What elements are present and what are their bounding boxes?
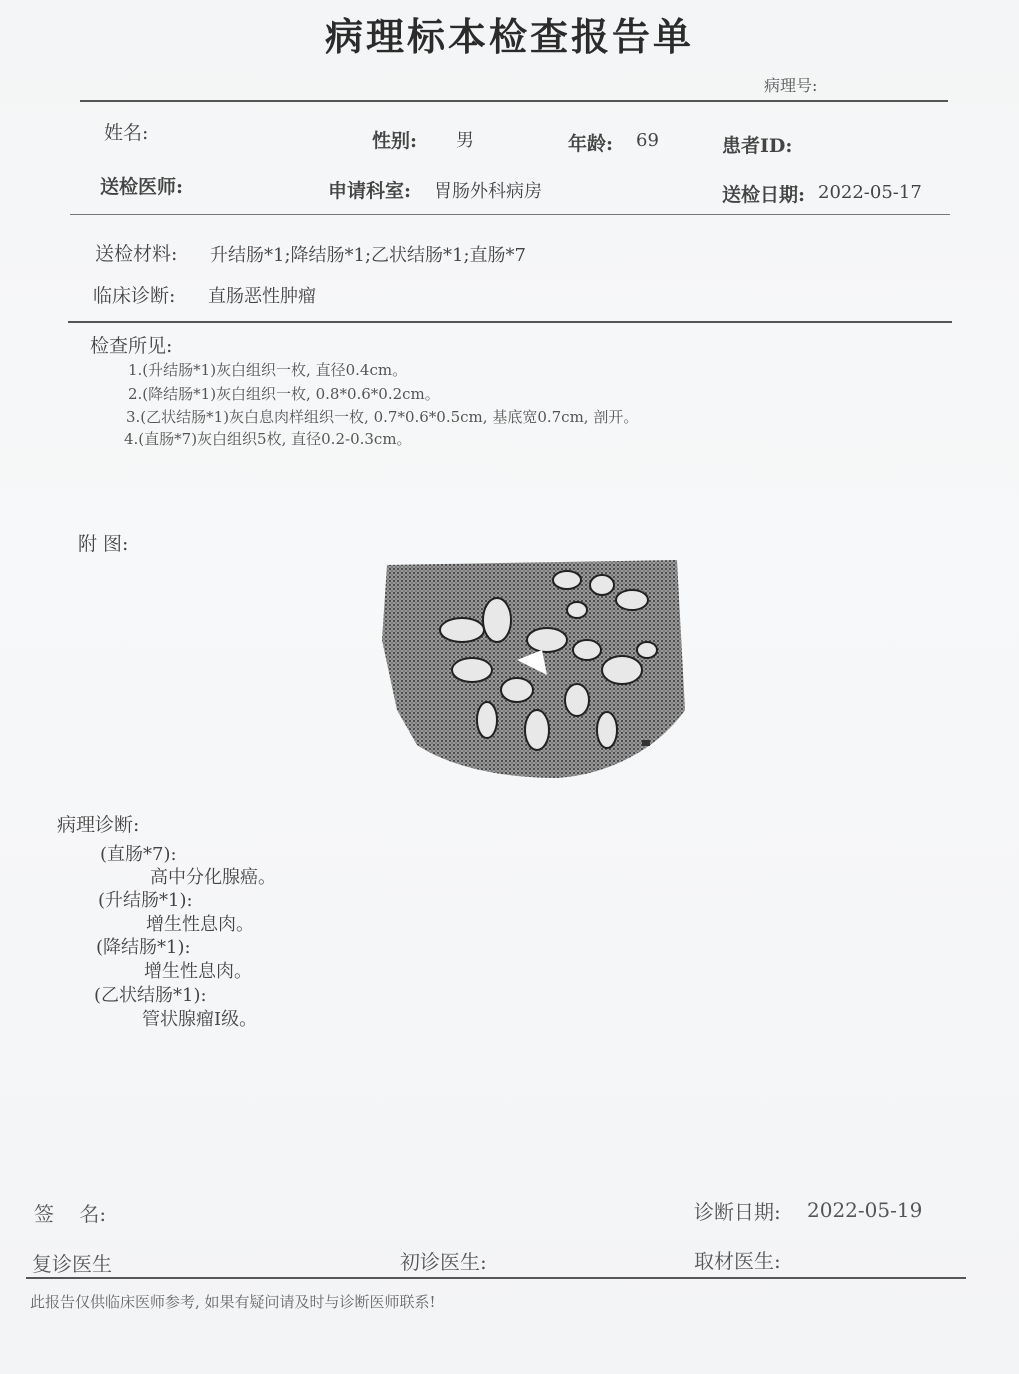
material-value: 升结肠*1;降结肠*1;乙状结肠*1;直肠*7 <box>210 245 527 266</box>
diagnosis-result: 管状腺瘤Ⅰ级。 <box>142 1009 258 1030</box>
diagnosis-result: 增生性息肉。 <box>146 914 254 935</box>
divider <box>26 1277 966 1279</box>
diagnosis-site: (升结肠*1): <box>98 890 193 911</box>
diagnosis-date-label: 诊断日期: <box>694 1200 781 1224</box>
finding-item: 2.(降结肠*1)灰白组织一枚, 0.8*0.6*0.2cm。 <box>128 385 440 403</box>
age-value: 69 <box>636 130 659 151</box>
clinical-diagnosis-label: 临床诊断: <box>93 285 176 307</box>
finding-item: 1.(升结肠*1)灰白组织一枚, 直径0.4cm。 <box>128 361 408 379</box>
divider <box>68 321 952 323</box>
sampling-doctor-label: 取材医生: <box>694 1249 781 1273</box>
diagnosis-result: 增生性息肉。 <box>144 961 252 982</box>
name-label: 姓名: <box>104 122 149 144</box>
send-date-value: 2022-05-17 <box>818 182 922 203</box>
send-date-label: 送检日期: <box>722 184 806 206</box>
material-label: 送检材料: <box>95 243 178 265</box>
report-title: 病理标本检查报告单 <box>324 14 694 59</box>
dept-label: 申请科室: <box>328 180 412 202</box>
diagnosis-label: 病理诊断: <box>57 814 140 836</box>
finding-item: 4.(直肠*7)灰白组织5枚, 直径0.2-0.3cm。 <box>124 430 412 448</box>
diagnosis-result: 高中分化腺癌。 <box>150 867 276 888</box>
divider <box>70 214 950 215</box>
clinical-diagnosis-value: 直肠恶性肿瘤 <box>208 286 316 307</box>
sex-value: 男 <box>456 130 474 151</box>
findings-label: 检查所见: <box>90 335 173 357</box>
diagnosis-date-value: 2022-05-19 <box>807 1198 923 1222</box>
dept-value: 胃肠外科病房 <box>434 181 542 202</box>
divider <box>80 100 948 102</box>
doctor-label: 送检医师: <box>100 176 184 198</box>
finding-item: 3.(乙状结肠*1)灰白息肉样组织一枚, 0.7*0.6*0.5cm, 基底宽0.7cm, 剖开。 <box>126 408 639 426</box>
diagnosis-site: (乙状结肠*1): <box>94 985 207 1006</box>
first-doctor-label: 初诊医生: <box>400 1250 487 1274</box>
diagnosis-site: (直肠*7): <box>100 844 177 865</box>
review-doctor-label: 复诊医生 <box>32 1252 112 1276</box>
age-label: 年龄: <box>568 133 614 155</box>
patient-id-label: 患者ID: <box>722 135 793 157</box>
diagnosis-site: (降结肠*1): <box>96 937 191 958</box>
histology-image <box>377 560 685 778</box>
signature-label: 签 名: <box>34 1202 107 1226</box>
disclaimer: 此报告仅供临床医师参考, 如果有疑问请及时与诊断医师联系! <box>30 1293 436 1311</box>
pathology-no-label: 病理号: <box>764 76 818 95</box>
sex-label: 性别: <box>372 130 418 152</box>
figure-label: 附 图: <box>78 533 129 555</box>
